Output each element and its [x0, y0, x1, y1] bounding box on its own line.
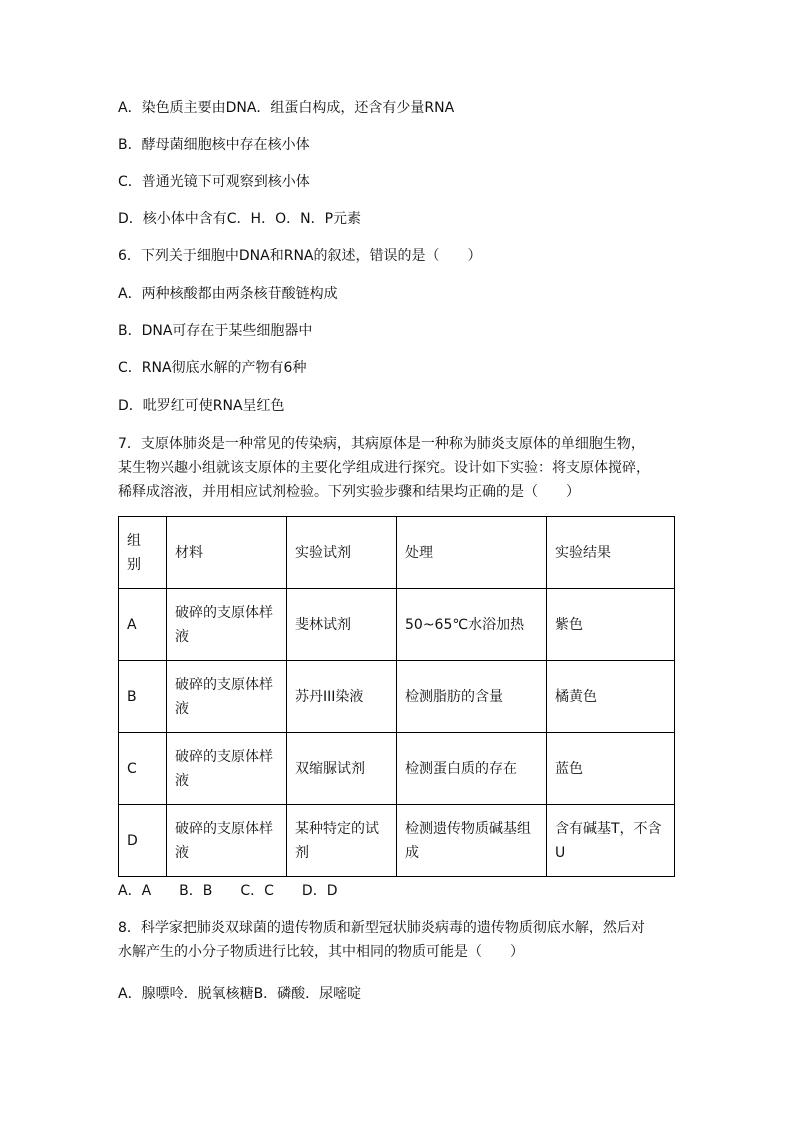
- cell-result: 含有碱基T，不含U: [547, 805, 675, 877]
- table-row: [119, 733, 675, 805]
- table-row: [119, 589, 675, 661]
- q7-stem-line-3: 稀释成溶液，并用相应试剂检验。下列实验步骤和结果均正确的是（ ）: [118, 484, 580, 500]
- cell-material: 破碎的支原体样液: [167, 733, 287, 805]
- header-reagent: 实验试剂: [287, 517, 397, 589]
- cell-result: 橘黄色: [547, 661, 675, 733]
- q6-option-a: A．两种核酸都由两条核苷酸链构成: [118, 286, 338, 302]
- cell-group: B: [119, 661, 167, 733]
- cell-result: 蓝色: [547, 733, 675, 805]
- q7-options: A．A B．B C．C D．D: [118, 883, 338, 899]
- q8-options: A．腺嘌呤．脱氧核糖B．磷酸．尿嘧啶: [118, 986, 362, 1002]
- q8-stem-line-1: 8．科学家把肺炎双球菌的遗传物质和新型冠状肺炎病毒的遗传物质彻底水解，然后对: [118, 920, 645, 936]
- q6-stem: 6．下列关于细胞中DNA和RNA的叙述，错误的是（ ）: [118, 248, 482, 264]
- q5-option-c: C．普通光镜下可观察到核小体: [118, 174, 310, 190]
- q5-option-d: D．核小体中含有C．H．O．N．P元素: [118, 211, 362, 227]
- q6-option-b: B．DNA可存在于某些细胞器中: [118, 323, 313, 339]
- cell-reagent: 双缩脲试剂: [287, 733, 397, 805]
- q7-stem-line-2: 某生物兴趣小组就该支原体的主要化学组成进行探究。设计如下实验：将支原体搅碎，: [118, 460, 650, 476]
- table-row: [119, 805, 675, 877]
- cell-reagent: 某种特定的试剂: [287, 805, 397, 877]
- cell-process: 50~65℃水浴加热: [397, 589, 547, 661]
- cell-material: 破碎的支原体样液: [167, 589, 287, 661]
- cell-material: 破碎的支原体样液: [167, 805, 287, 877]
- cell-reagent: 苏丹III染液: [287, 661, 397, 733]
- header-material: 材料: [167, 517, 287, 589]
- q5-option-b: B．酵母菌细胞核中存在核小体: [118, 137, 310, 153]
- cell-process: 检测脂肪的含量: [397, 661, 547, 733]
- cell-material: 破碎的支原体样液: [167, 661, 287, 733]
- q6-option-c: C．RNA彻底水解的产物有6种: [118, 360, 307, 376]
- cell-reagent: 斐林试剂: [287, 589, 397, 661]
- table-header-row: [119, 517, 675, 589]
- q6-option-d: D．吡罗红可使RNA呈红色: [118, 398, 285, 414]
- header-process: 处理: [397, 517, 547, 589]
- cell-group: D: [119, 805, 167, 877]
- header-result: 实验结果: [547, 517, 675, 589]
- header-group: 组别: [119, 517, 167, 589]
- q7-table: [118, 516, 675, 877]
- cell-process: 检测遗传物质碱基组成: [397, 805, 547, 877]
- q5-option-a: A．染色质主要由DNA．组蛋白构成，还含有少量RNA: [118, 100, 455, 116]
- cell-result: 紫色: [547, 589, 675, 661]
- cell-process: 检测蛋白质的存在: [397, 733, 547, 805]
- table-row: [119, 661, 675, 733]
- cell-group: C: [119, 733, 167, 805]
- q7-stem-line-1: 7．支原体肺炎是一种常见的传染病，其病原体是一种称为肺炎支原体的单细胞生物，: [118, 436, 645, 452]
- q8-stem-line-2: 水解产生的小分子物质进行比较，其中相同的物质可能是（ ）: [118, 944, 524, 960]
- cell-group: A: [119, 589, 167, 661]
